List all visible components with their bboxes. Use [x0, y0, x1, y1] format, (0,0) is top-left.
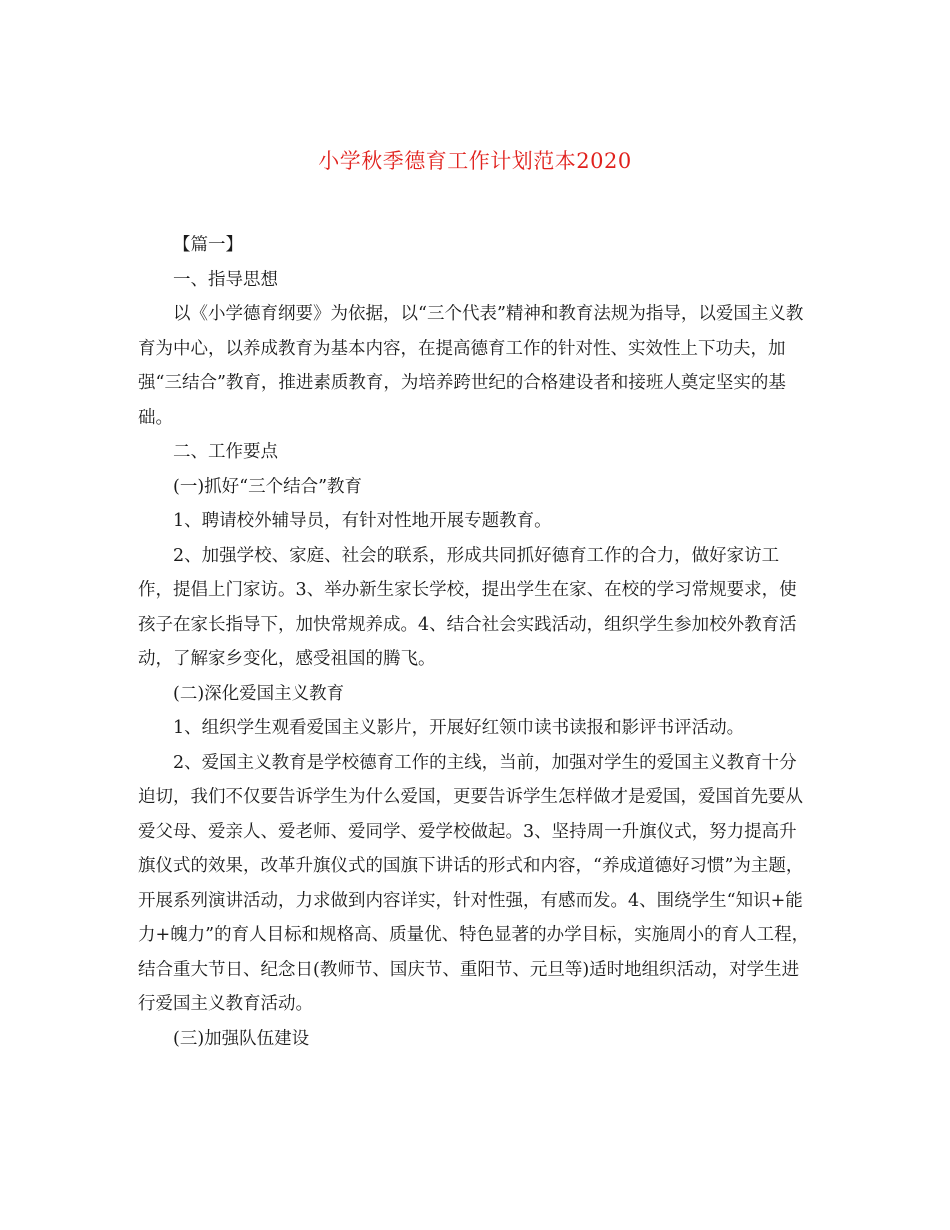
- body-paragraph: 以《小学德育纲要》为依据，以“三个代表”精神和教育法规为指导，以爱国主义教育为中心，以养成教育为基本内容，在提高德育工作的针对性、实效性上下功夫，加强“三结合”教育，推进素质教育，为培养跨世纪的合格建设者和接班人奠定坚实的基础。: [138, 304, 804, 428]
- document-title: 小学秋季德育工作计划范本2020: [318, 149, 632, 173]
- section-heading: 二、工作要点: [173, 442, 278, 462]
- list-item: 1、组织学生观看爱国主义影片，开展好红领巾读书读报和影评书评活动。: [173, 718, 745, 738]
- subsection-heading: (二)深化爱国主义教育: [173, 683, 345, 704]
- subsection-heading: (三)加强队伍建设: [173, 1028, 310, 1049]
- section-heading: 【篇一】: [173, 235, 243, 255]
- document-body: [138, 228, 810, 1056]
- body-paragraph: 2、爱国主义教育是学校德育工作的主线，当前，加强对学生的爱国主义教育十分迫切，我们不仅要告诉学生为什么爱国，更要告诉学生怎样做才是爱国，爱国首先要从爱父母、爱亲人、爱老师、爱同学、爱学校做起。3、坚持周一升旗仪式，努力提高升旗仪式的效果，改革升旗仪式的国旗下讲话的形式和内容，“养成道德好习惯”为主题，开展系列演讲活动，力求做到内容详实，针对性强，有感而发。4、围绕学生“知识+能力+魄力”的育人目标和规格高、质量优、特色显著的办学目标，实施周小的育人工程，结合重大节日、纪念日(教师节、国庆节、重阳节、元旦等)适时地组织活动，对学生进行爱国主义教育活动。: [138, 752, 810, 1014]
- subsection-heading: (一)抓好“三个结合”教育: [173, 476, 363, 497]
- body-paragraph: 2、加强学校、家庭、社会的联系，形成共同抓好德育工作的合力，做好家访工作，提倡上门家访。3、举办新生家长学校，提出学生在家、在校的学习常规要求，使孩子在家长指导下，加快常规养成。4、结合社会实践活动，组织学生参加校外教育活动，了解家乡变化，感受祖国的腾飞。: [138, 545, 797, 669]
- list-item: 1、聘请校外辅导员，有针对性地开展专题教育。: [173, 511, 552, 531]
- section-heading: 一、指导思想: [173, 269, 278, 290]
